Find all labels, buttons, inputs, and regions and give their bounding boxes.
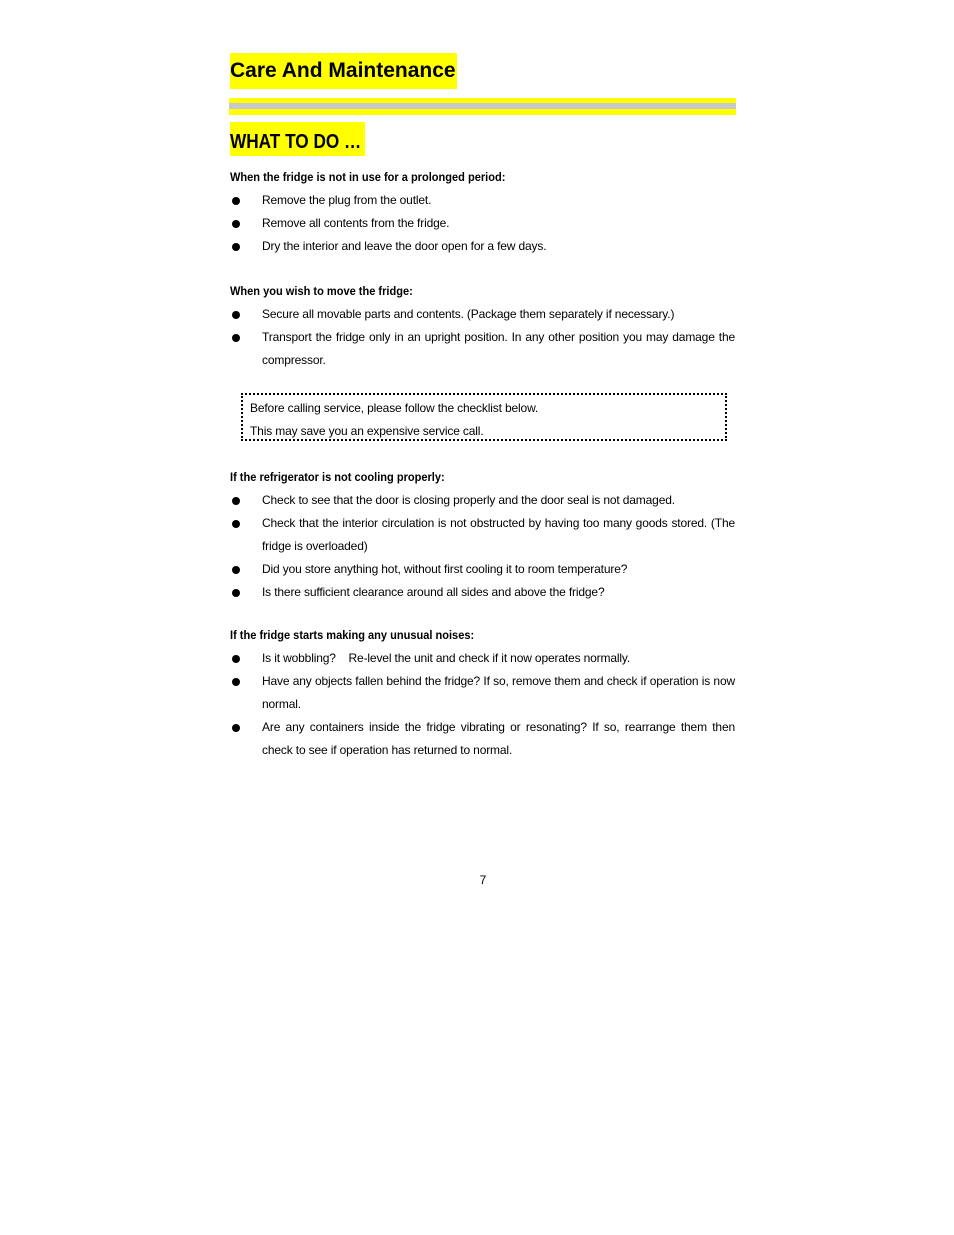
list-item-text: Is there sufficient clearance around all sides and above the fridge? bbox=[262, 585, 605, 599]
bullet-icon bbox=[232, 678, 240, 686]
note-line: This may save you an expensive service call. bbox=[250, 424, 484, 438]
list-item bbox=[230, 235, 735, 258]
note-line: Before calling service, please follow the checklist below. bbox=[250, 401, 539, 415]
list-item bbox=[230, 512, 735, 558]
bullet-icon bbox=[232, 497, 240, 505]
list-item bbox=[230, 326, 735, 372]
list-item-text: Remove all contents from the fridge. bbox=[262, 216, 450, 230]
section-move-fridge bbox=[230, 280, 735, 372]
bullet-list bbox=[230, 189, 735, 258]
list-item bbox=[230, 489, 735, 512]
page-title bbox=[230, 53, 457, 89]
list-item-text: Check to see that the door is closing properly and the door seal is not damaged. bbox=[262, 493, 675, 507]
list-item bbox=[230, 212, 735, 235]
section-heading: If the fridge starts making any unusual noises: bbox=[230, 628, 475, 642]
page-title-text: Care And Maintenance bbox=[230, 53, 457, 89]
list-item-text: Did you store anything hot, without first cooling it to room temperature? bbox=[262, 562, 628, 576]
section-title bbox=[230, 122, 387, 156]
bullet-icon bbox=[232, 566, 240, 574]
bullet-icon bbox=[232, 520, 240, 528]
section-unusual-noises bbox=[230, 624, 735, 762]
list-item-text: Are any containers inside the fridge vibrating or resonating? If so, rearrange them then check to see if operation has returned to normal. bbox=[262, 720, 735, 757]
list-item bbox=[230, 581, 735, 604]
section-heading: When you wish to move the fridge: bbox=[230, 284, 413, 298]
list-item bbox=[230, 303, 735, 326]
list-item-text: Have any objects fallen behind the fridge? If so, remove them and check if operation is now normal. bbox=[262, 674, 735, 711]
bullet-list bbox=[230, 489, 735, 604]
bullet-icon bbox=[232, 655, 240, 663]
bullet-icon bbox=[232, 724, 240, 732]
section-not-cooling bbox=[230, 466, 735, 604]
list-item bbox=[230, 647, 735, 670]
list-item bbox=[230, 670, 735, 716]
page-number: 7 bbox=[479, 873, 487, 887]
section-prolonged-period bbox=[230, 166, 735, 258]
section-title-text: WHAT TO DO … bbox=[230, 122, 365, 156]
bullet-icon bbox=[232, 197, 240, 205]
bullet-list bbox=[230, 647, 735, 762]
list-item bbox=[230, 558, 735, 581]
list-item-text: Dry the interior and leave the door open for a few days. bbox=[262, 239, 547, 253]
bullet-icon bbox=[232, 334, 240, 342]
title-divider bbox=[229, 98, 736, 115]
section-heading: When the fridge is not in use for a prolonged period: bbox=[230, 170, 506, 184]
bullet-icon bbox=[232, 243, 240, 251]
section-heading: If the refrigerator is not cooling properly: bbox=[230, 470, 445, 484]
list-item-text: Remove the plug from the outlet. bbox=[262, 193, 432, 207]
divider-band-bottom bbox=[229, 109, 736, 115]
service-note-box bbox=[241, 393, 727, 441]
bullet-list bbox=[230, 303, 735, 372]
bullet-icon bbox=[232, 589, 240, 597]
bullet-icon bbox=[232, 311, 240, 319]
list-item bbox=[230, 716, 735, 762]
list-item-text: Check that the interior circulation is not obstructed by having too many goods stored. (The fridge is overloaded) bbox=[262, 516, 735, 553]
list-item-text: Transport the fridge only in an upright position. In any other position you may damage the compressor. bbox=[262, 330, 735, 367]
list-item bbox=[230, 189, 735, 212]
bullet-icon bbox=[232, 220, 240, 228]
list-item-text: Is it wobbling? Re-level the unit and check if it now operates normally. bbox=[262, 651, 631, 665]
list-item-text: Secure all movable parts and contents. (Package them separately if necessary.) bbox=[262, 307, 675, 321]
